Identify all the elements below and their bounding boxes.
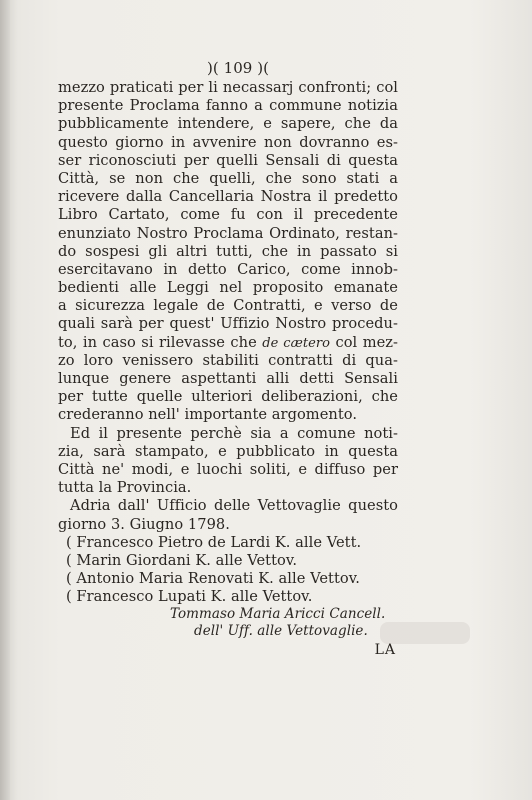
page-fold-shadow [0,0,10,800]
text-line: a sicurezza legale de Contratti, e verso de [58,297,398,315]
signatory-line: ( Francesco Pietro de Lardi K. alle Vett. [66,533,362,551]
text-line: pubblicamente intendere, e sapere, che da [58,115,398,133]
italic-phrase: de cætero [262,335,331,351]
text-line: do sospesi gli altri tutti, che in passato si [58,242,398,260]
text-line: crederanno nell' importante argomento. [58,406,358,424]
chancellor-office: dell' Uff. alle Vettovaglie. [194,623,368,640]
text-line: Città, se non che quelli, che sono stati a [58,169,398,187]
signatories [58,534,398,607]
dateline [58,497,398,533]
text-line [58,334,398,352]
text-line: enunziato Nostro Proclama Ordinato, restan- [58,224,398,242]
text-line: presente Proclama fanno a commune notizia [58,97,398,115]
signatory-line: ( Francesco Lupati K. alle Vettov. [66,588,313,606]
text-fragment: col mez- [330,333,399,351]
text-line: giorno 3. Giugno 1798. [58,515,230,533]
chancellor-signature [58,606,398,640]
text-line: bedienti alle Leggi nel proposito emanate [58,279,398,297]
text-line: questo giorno in avvenire non dovranno es- [58,133,398,151]
text-line: tutta la Provincia. [58,479,192,497]
text-line: ricevere dalla Cancellaria Nostra il predetto [58,188,398,206]
catchword: LA [374,642,396,659]
proclamation-text [58,57,398,660]
page-number: )( 109 )( [206,59,270,77]
text-line: ser riconosciuti per quelli Sensali di questa [58,151,398,169]
text-line: Adria dall' Ufficio delle Vettovaglie questo [70,497,398,515]
signatory-line: ( Marin Giordani K. alle Vettov. [66,551,298,569]
text-line: Libro Cartato, come fu con il precedente [58,206,398,224]
text-line: zo loro venissero stabiliti contratti di qua- [58,351,398,369]
text-line: mezzo praticati per li necassarj confronti; col [58,79,398,96]
text-line: quali sarà per quest' Uffizio Nostro procedu- [58,315,398,333]
paragraph-1 [58,79,398,425]
text-line: Città ne' modi, e luochi soliti, e diffuso per [58,460,398,478]
text-line: Ed il presente perchè sia a comune noti- [70,424,398,442]
text-line: esercitavano in detto Carico, come innob- [58,260,398,278]
text-line: per tutte quelle ulteriori deliberazioni, che [58,388,398,406]
chancellor-name: Tommaso Maria Aricci Cancell. [170,606,386,623]
text-line: zia, sarà stampato, e pubblicato in questa [58,442,398,460]
text-line: lunque genere aspettanti alli detti Sensali [58,370,398,387]
text-fragment: to, in caso si rilevasse che [58,333,263,351]
signatory-line: ( Antonio Maria Renovati K. alle Vettov. [66,570,360,588]
paragraph-2 [58,425,398,498]
